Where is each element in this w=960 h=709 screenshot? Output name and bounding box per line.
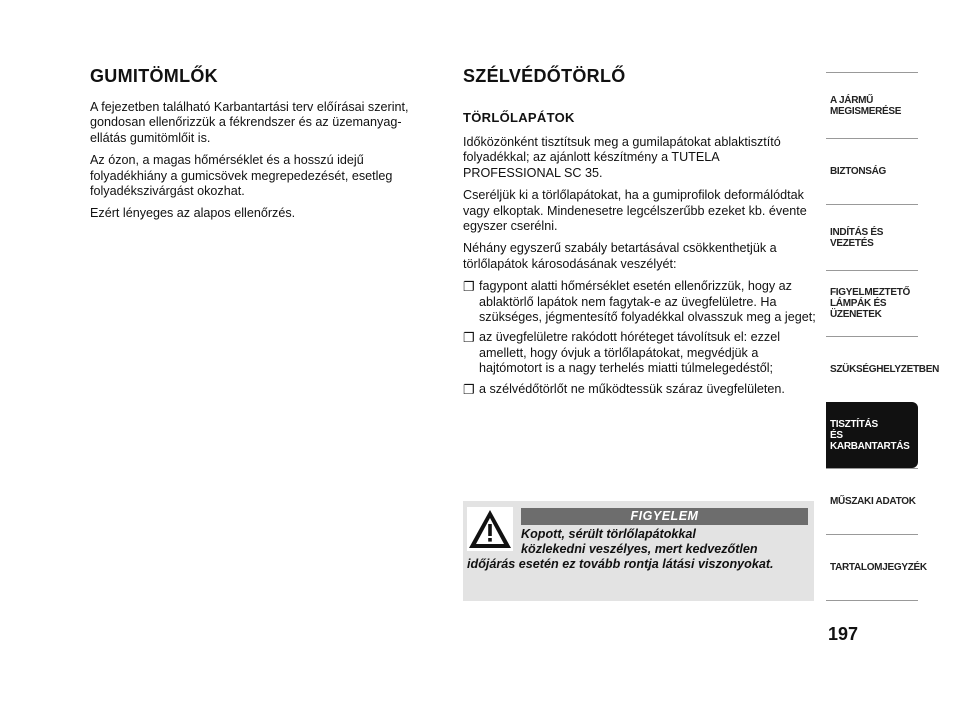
warning-line: Kopott, sérült törlőlapátokkal: [521, 527, 696, 541]
section-title-wiper: SZÉLVÉDŐTÖRLŐ: [463, 66, 626, 86]
wiper-bullet-list: [463, 279, 818, 397]
tab-safety[interactable]: BIZTONSÁG: [826, 138, 918, 204]
tab-technical-data[interactable]: MŰSZAKI ADATOK: [826, 468, 918, 534]
hoses-paragraph: Ezért lényeges az alapos ellenőrzés.: [90, 206, 296, 221]
wiper-content: [463, 110, 818, 402]
wiper-paragraph: Néhány egyszerű szabály betartásával csökkenthetjük a törlőlapátok károsodásának veszélyét:: [463, 241, 777, 271]
subsection-title-blades: TÖRLŐLAPÁTOK: [463, 110, 575, 125]
list-item-text: a szélvédőtörlőt ne működtessük száraz üvegfelületen.: [479, 381, 785, 396]
tab-emergency[interactable]: SZÜKSÉGHELYZETBEN: [826, 336, 918, 402]
list-item: [463, 279, 818, 325]
tab-vehicle-overview[interactable]: A JÁRMŰ MEGISMERÉSE: [826, 72, 918, 138]
tab-index[interactable]: TARTALOMJEGYZÉK: [826, 534, 918, 601]
tab-cleaning-maintenance[interactable]: TISZTÍTÁS ÉS KARBANTARTÁS: [826, 402, 918, 468]
warning-line: közlekedni veszélyes, mert kedvezőtlen: [521, 542, 758, 556]
warning-text: [467, 527, 807, 572]
tab-warning-lights[interactable]: FIGYELMEZTETŐ LÁMPÁK ÉS ÜZENETEK: [826, 270, 918, 336]
tab-starting-driving[interactable]: INDÍTÁS ÉS VEZETÉS: [826, 204, 918, 270]
hoses-paragraph: Az ózon, a magas hőmérséklet és a hosszú idejű folyadékhiány a gumicsövek megrepedezését, esetleg folyadékszivárgást okozhat.: [90, 153, 393, 199]
page-number: 197: [828, 624, 859, 644]
checkbox-bullet-icon: ❐: [463, 330, 475, 346]
wiper-paragraph: Cseréljük ki a törlőlapátokat, ha a gumiprofilok deformálódtak vagy elkoptak. Mindenesetre legcélszerűbb ezeket kb. évente egyszer cserélni.: [463, 188, 807, 234]
hoses-paragraph: A fejezetben található Karbantartási terv előírásai szerint, gondosan ellenőrizzük a fékrendszer és az üzemanyag-ellátás gumitömlőit is.: [90, 100, 409, 145]
checkbox-bullet-icon: ❐: [463, 381, 475, 397]
wiper-paragraph: Időközönként tisztítsuk meg a gumilapátokat ablaktisztító folyadékkal; az ajánlott készítmény a TUTELA PROFESSIONAL SC 35.: [463, 135, 781, 180]
chapter-sidebar: [826, 72, 939, 601]
checkbox-bullet-icon: ❐: [463, 279, 475, 295]
list-item: [463, 330, 818, 376]
list-item: [463, 382, 818, 397]
warning-box: [463, 501, 814, 601]
section-title-hoses: GUMITÖMLŐK: [90, 66, 218, 86]
warning-heading: FIGYELEM: [521, 508, 808, 525]
list-item-text: az üvegfelületre rakódott hóréteget távolítsuk el: ezzel amellett, hogy óvjuk a törlőlapátokat, megvédjük a hajtómotort is a nagy terhelés miatti túlmelegedéstől;: [479, 330, 781, 376]
list-item-text: fagypont alatti hőmérséklet esetén ellenőrizzük, hogy az ablaktörlő lapátok nem fagytak-e az üvegfelületre. Ha szükséges, jégmentesítő folyadékkal olvasszuk meg a jeget;: [479, 279, 816, 325]
hoses-content: [90, 100, 430, 229]
warning-line: időjárás esetén ez tovább rontja látási viszonyokat.: [467, 557, 774, 571]
